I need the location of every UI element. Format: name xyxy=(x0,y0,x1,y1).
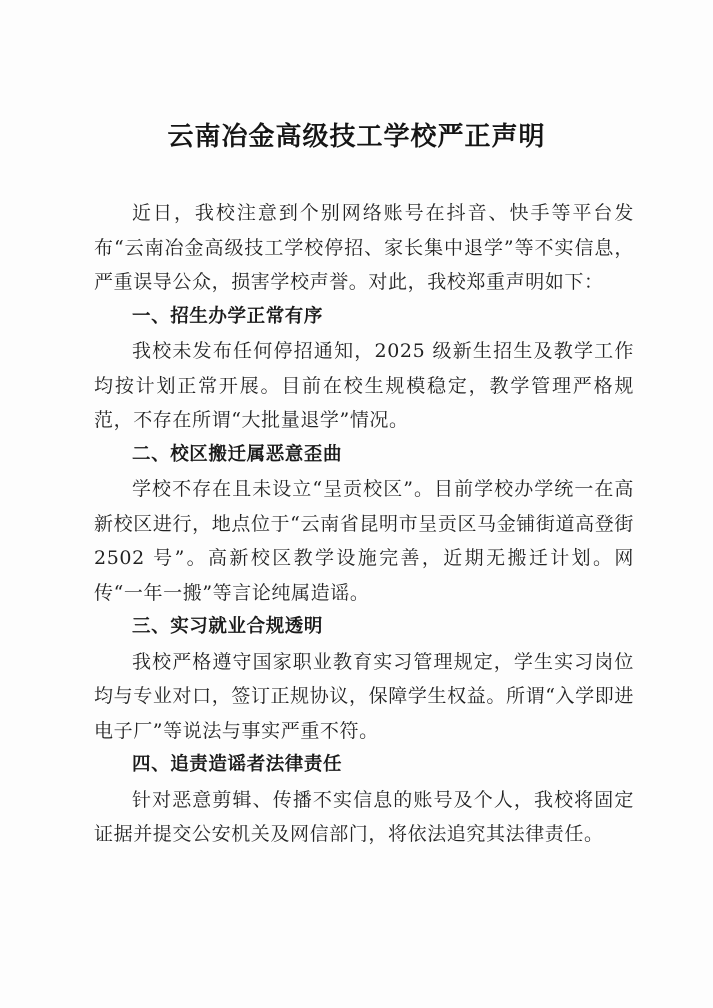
document-title: 云南冶金高级技工学校严正声明 xyxy=(167,122,546,152)
section-text-1: 我校未发布任何停招通知，2025 级新生招生及教学工作均按计划正常开展。目前在校生规模稳定，教学管理严格规范，不存在所谓“大批量退学”情况。 xyxy=(94,340,634,431)
section-text-2: 学校不存在且未设立“呈贡校区”。目前学校办学统一在高新校区进行，地点位于“云南省昆明市呈贡区马金铺街道高登街 2502 号”。高新校区教学设施完善，近期无搬迁计划。网传“一年一搬”等言论纯属造谣。 xyxy=(94,478,634,604)
section-heading-3: 三、实习就业合规透明 xyxy=(132,616,324,637)
section-heading-4: 四、追责造谣者法律责任 xyxy=(132,754,343,775)
document-body xyxy=(94,196,634,852)
section-heading-1: 一、招生办学正常有序 xyxy=(132,305,324,327)
section-text-3: 我校严格遵守国家职业教育实习管理规定，学生实习岗位均与专业对口，签订正规协议，保障学生权益。所谓“入学即进电子厂”等说法与事实严重不符。 xyxy=(94,650,634,742)
intro-paragraph: 近日，我校注意到个别网络账号在抖音、快手等平台发布“云南冶金高级技工学校停招、家长集中退学”等不实信息，严重误导公众，损害学校声誉。对此，我校郑重声明如下： xyxy=(94,202,634,293)
section-heading-2: 二、校区搬迁属恶意歪曲 xyxy=(132,443,343,465)
section-text-4: 针对恶意剪辑、传播不实信息的账号及个人，我校将固定证据并提交公安机关及网信部门，将依法追究其法律责任。 xyxy=(94,788,634,845)
